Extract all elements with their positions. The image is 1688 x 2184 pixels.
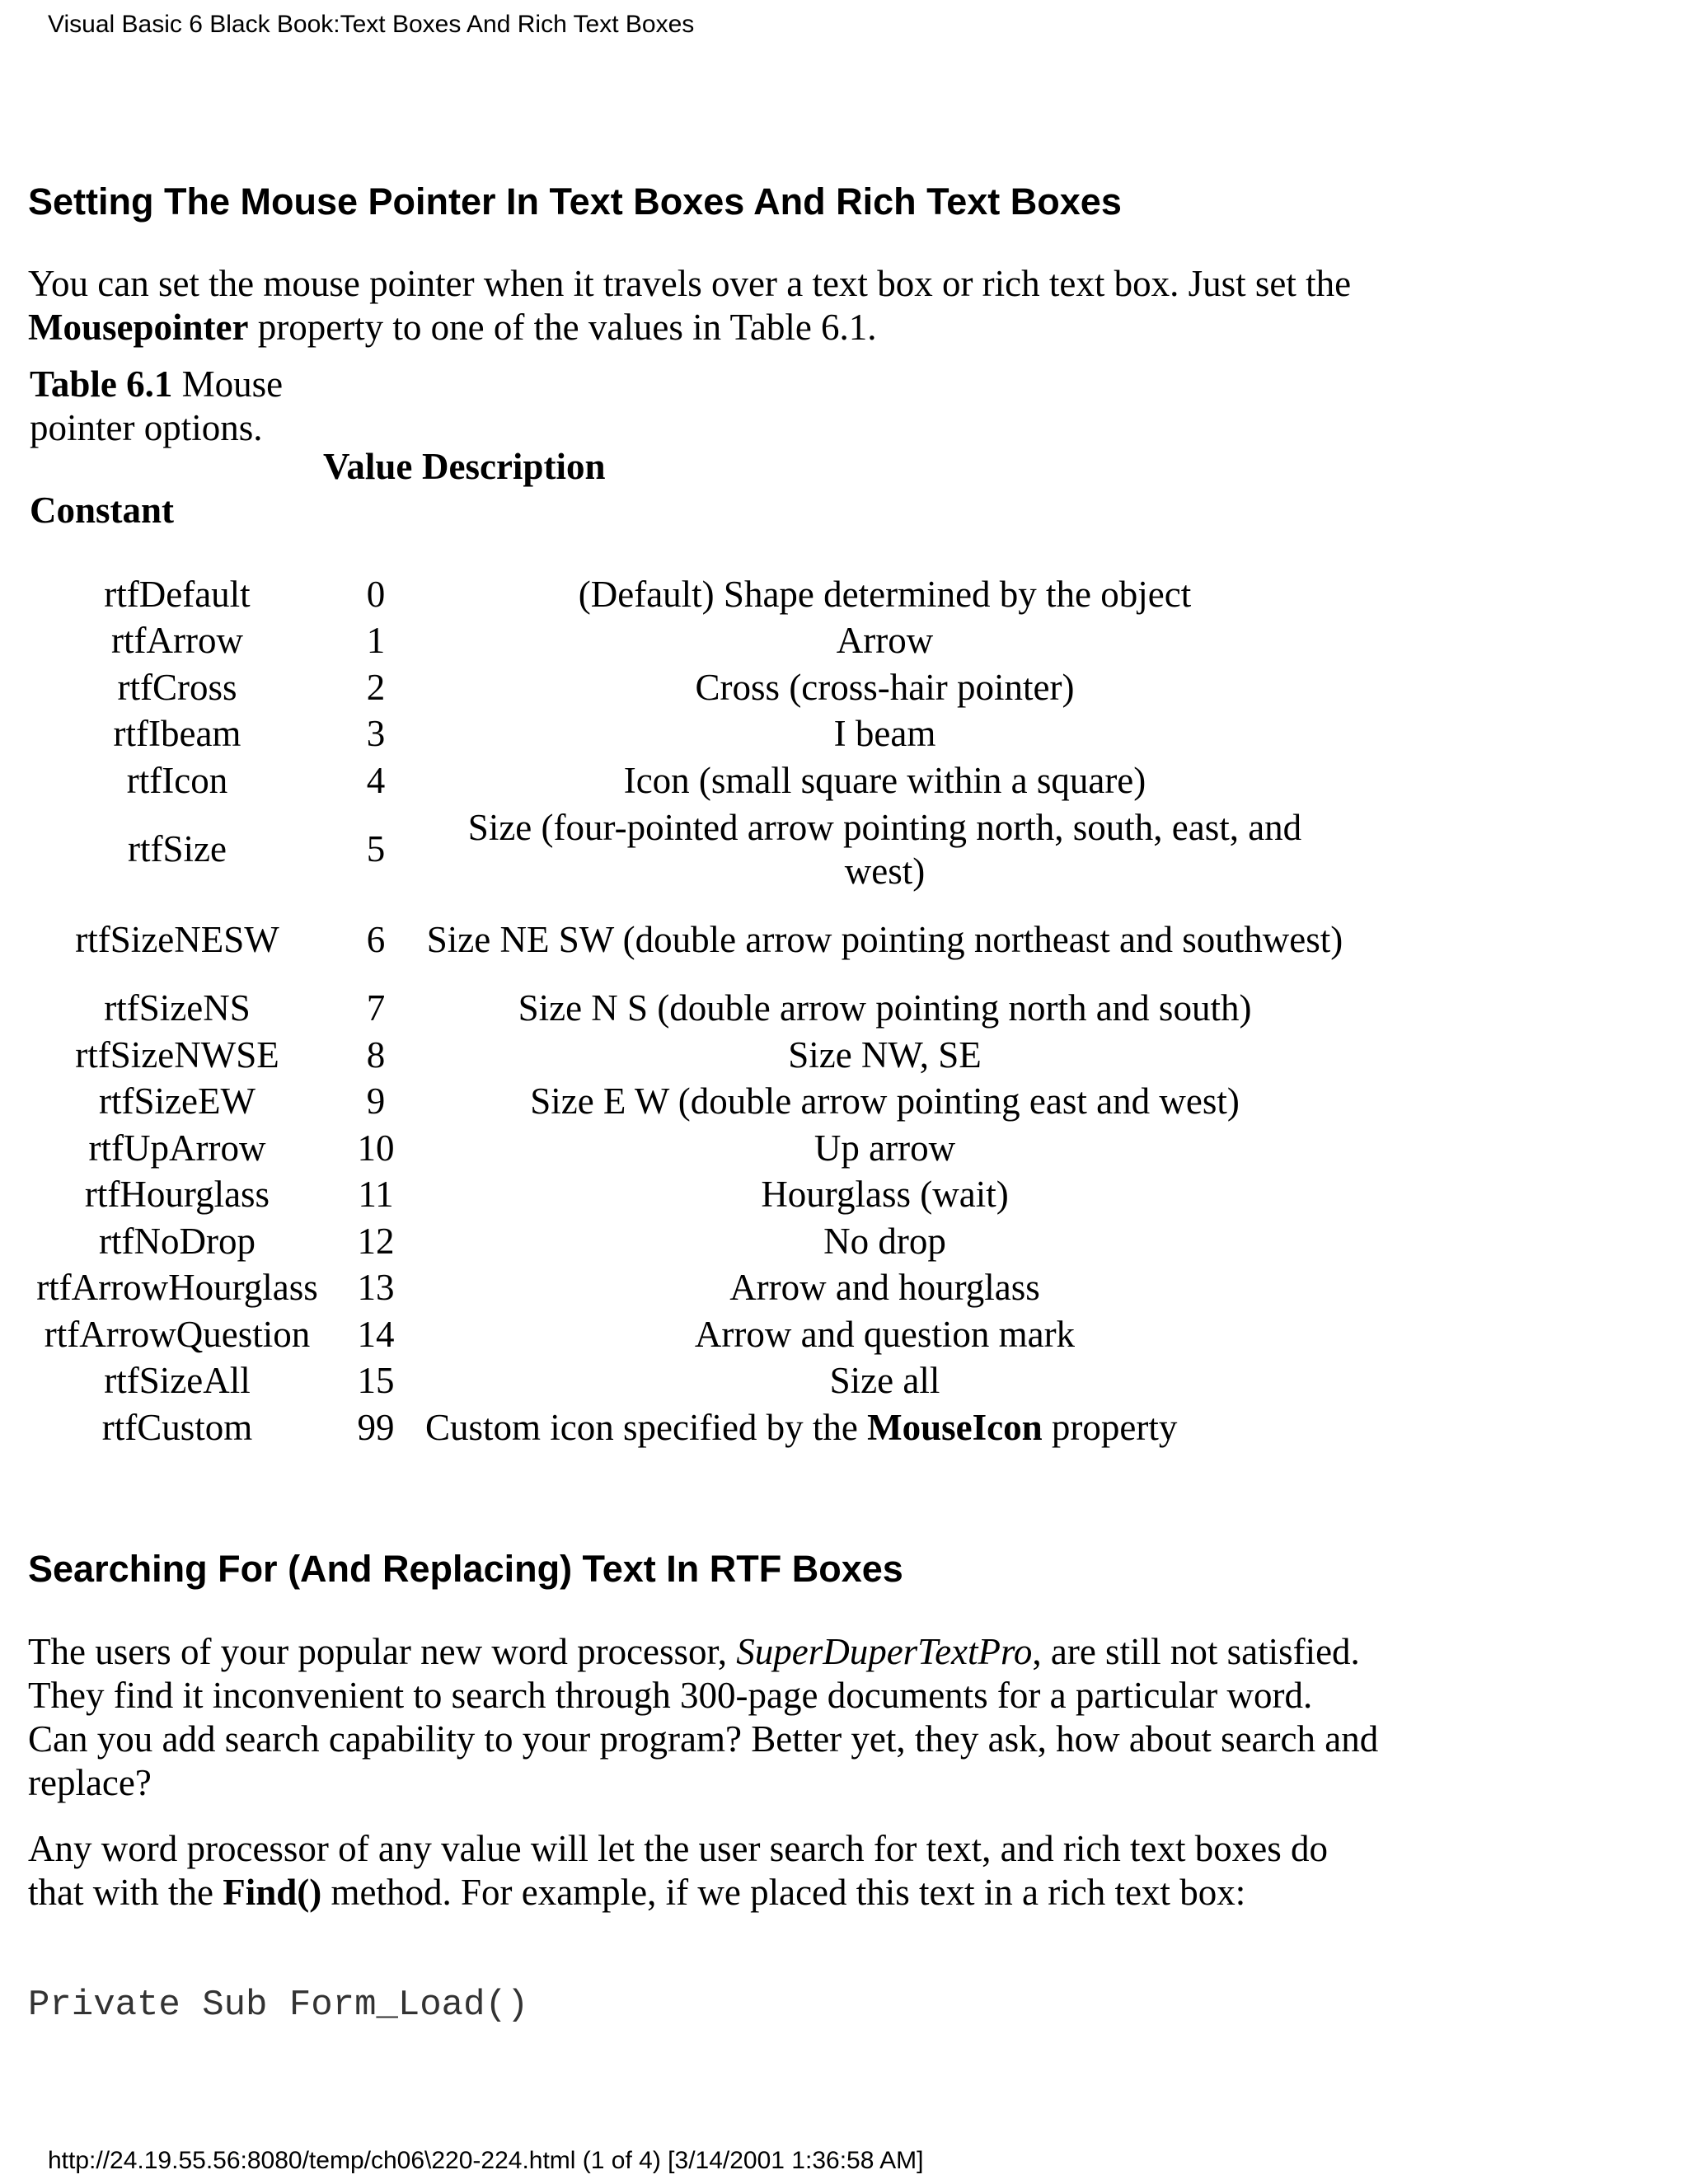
column-header-constant: Constant [30,490,175,531]
constant-cell: rtfArrowHourglass [36,1267,318,1309]
intro-text-pre: You can set the mouse pointer when it travels over a text box or rich text box. Just set the [28,263,1352,304]
constant-cell: rtfSizeEW [99,1080,256,1122]
constant-cell: rtfSizeNS [104,987,251,1029]
value-cell: 7 [366,987,386,1029]
table-row [28,711,1363,758]
table-caption [30,363,310,450]
constant-cell: rtfArrowQuestion [44,1313,311,1355]
constant-cell: rtfIbeam [113,713,241,755]
value-cell: 12 [357,1220,395,1262]
description-cell: Size all [829,1360,940,1402]
custom-desc-pre: Custom icon specified by the [425,1406,868,1448]
description-cell: No drop [823,1220,946,1262]
table-row [28,1032,1363,1079]
page-header: Visual Basic 6 Black Book:Text Boxes And Rich Text Boxes [48,11,695,38]
table-row [28,618,1363,665]
description-cell: Size NW, SE [788,1033,982,1076]
description-cell: (Default) Shape determined by the object [578,573,1192,615]
description-cell: Arrow [836,620,934,662]
product-name: SuperDuperTextPro [736,1631,1033,1672]
mouseicon-term: MouseIcon [867,1406,1043,1448]
value-cell: 8 [366,1033,386,1076]
mousepointer-term: Mousepointer [28,307,249,348]
table-row [28,664,1363,711]
value-cell: 5 [366,828,386,869]
constant-cell: rtfHourglass [84,1174,270,1216]
value-cell: 1 [366,620,386,662]
value-cell: 6 [366,919,386,960]
users-paragraph [28,1630,1380,1805]
value-cell: 4 [366,759,386,801]
users-text-pre: The users of your popular new word processor, [28,1631,737,1672]
table-row [28,1358,1363,1405]
column-header-description: Description [422,446,606,487]
mouse-pointer-table [28,571,1363,1451]
intro-text-post: property to one of the values in Table 6.1. [248,307,877,348]
constant-cell: rtfIcon [126,759,228,801]
description-cell: Hourglass (wait) [761,1174,1009,1216]
section-heading-search-replace: Searching For (And Replacing) Text In RTF Boxes [28,1548,903,1590]
page-footer-url: http://24.19.55.56:8080/temp/ch06\220-224.html (1 of 4) [3/14/2001 1:36:58 AM] [48,2147,924,2174]
constant-cell: rtfCross [117,666,237,708]
table-row [28,1311,1363,1358]
description-cell [425,1406,1344,1450]
constant-cell: rtfSizeNWSE [75,1033,279,1076]
constant-cell: rtfSizeAll [104,1360,251,1402]
description-cell: Size N S (double arrow pointing north and south) [518,987,1252,1029]
description-cell: Size (four-pointed arrow pointing north, south, east, and west) [467,806,1302,892]
users-text-post: , are still not satisfied. They find it inconvenient to search through 300-page documents for a particular word. Can you add search capability to your program? Better yet, they ask, how about search and replace? [28,1631,1379,1803]
constant-cell: rtfCustom [101,1406,253,1448]
section-heading-mouse-pointer: Setting The Mouse Pointer In Text Boxes And Rich Text Boxes [28,180,1122,223]
description-cell: Size E W (double arrow pointing east and west) [530,1080,1240,1122]
code-block: Private Sub Form_Load() [28,1985,529,2026]
find-text-pre: Any word processor of any value will let the user search for text, and rich text boxes do that with the [28,1828,1329,1913]
description-cell: Arrow and question mark [694,1313,1076,1355]
value-cell: 2 [366,666,386,708]
intro-paragraph [28,262,1380,349]
table-row [28,804,1363,895]
constant-cell: rtfSizeNESW [75,919,279,960]
custom-desc-post: property [1042,1406,1178,1448]
table-row [28,571,1363,618]
value-cell: 11 [358,1174,394,1216]
table-caption-text: Mouse pointer options. [30,363,284,448]
table-row [28,1404,1363,1451]
find-text-post: method. For example, if we placed this text in a rich text box: [321,1872,1246,1913]
value-cell: 10 [357,1127,395,1169]
column-header-value: Value [323,446,413,487]
table-row [28,757,1363,804]
description-cell: Arrow and hourglass [729,1267,1040,1309]
constant-cell: rtfSize [128,828,227,869]
description-cell: I beam [833,713,936,755]
value-cell: 0 [366,573,386,615]
value-cell: 15 [357,1360,395,1402]
description-cell: Size NE SW (double arrow pointing northeast and southwest) [426,919,1343,960]
value-cell: 99 [357,1406,395,1448]
value-cell: 14 [357,1313,395,1355]
table-row [28,895,1363,986]
description-cell: Up arrow [814,1127,956,1169]
constant-cell: rtfNoDrop [99,1220,256,1262]
table-row [28,986,1363,1033]
value-cell: 9 [366,1080,386,1122]
value-cell: 13 [357,1267,395,1309]
description-cell: Icon (small square within a square) [623,759,1146,801]
find-method-paragraph [28,1827,1380,1915]
find-method-term: Find() [223,1872,322,1913]
constant-cell: rtfUpArrow [88,1127,266,1169]
description-cell: Cross (cross-hair pointer) [695,666,1075,708]
table-row [28,1125,1363,1172]
table-row [28,1172,1363,1219]
table-row [28,1218,1363,1265]
table-row [28,1079,1363,1126]
table-caption-number: Table 6.1 [30,363,173,405]
constant-cell: rtfDefault [104,573,251,615]
constant-cell: rtfArrow [111,620,243,662]
value-cell: 3 [366,713,386,755]
table-row [28,1265,1363,1312]
